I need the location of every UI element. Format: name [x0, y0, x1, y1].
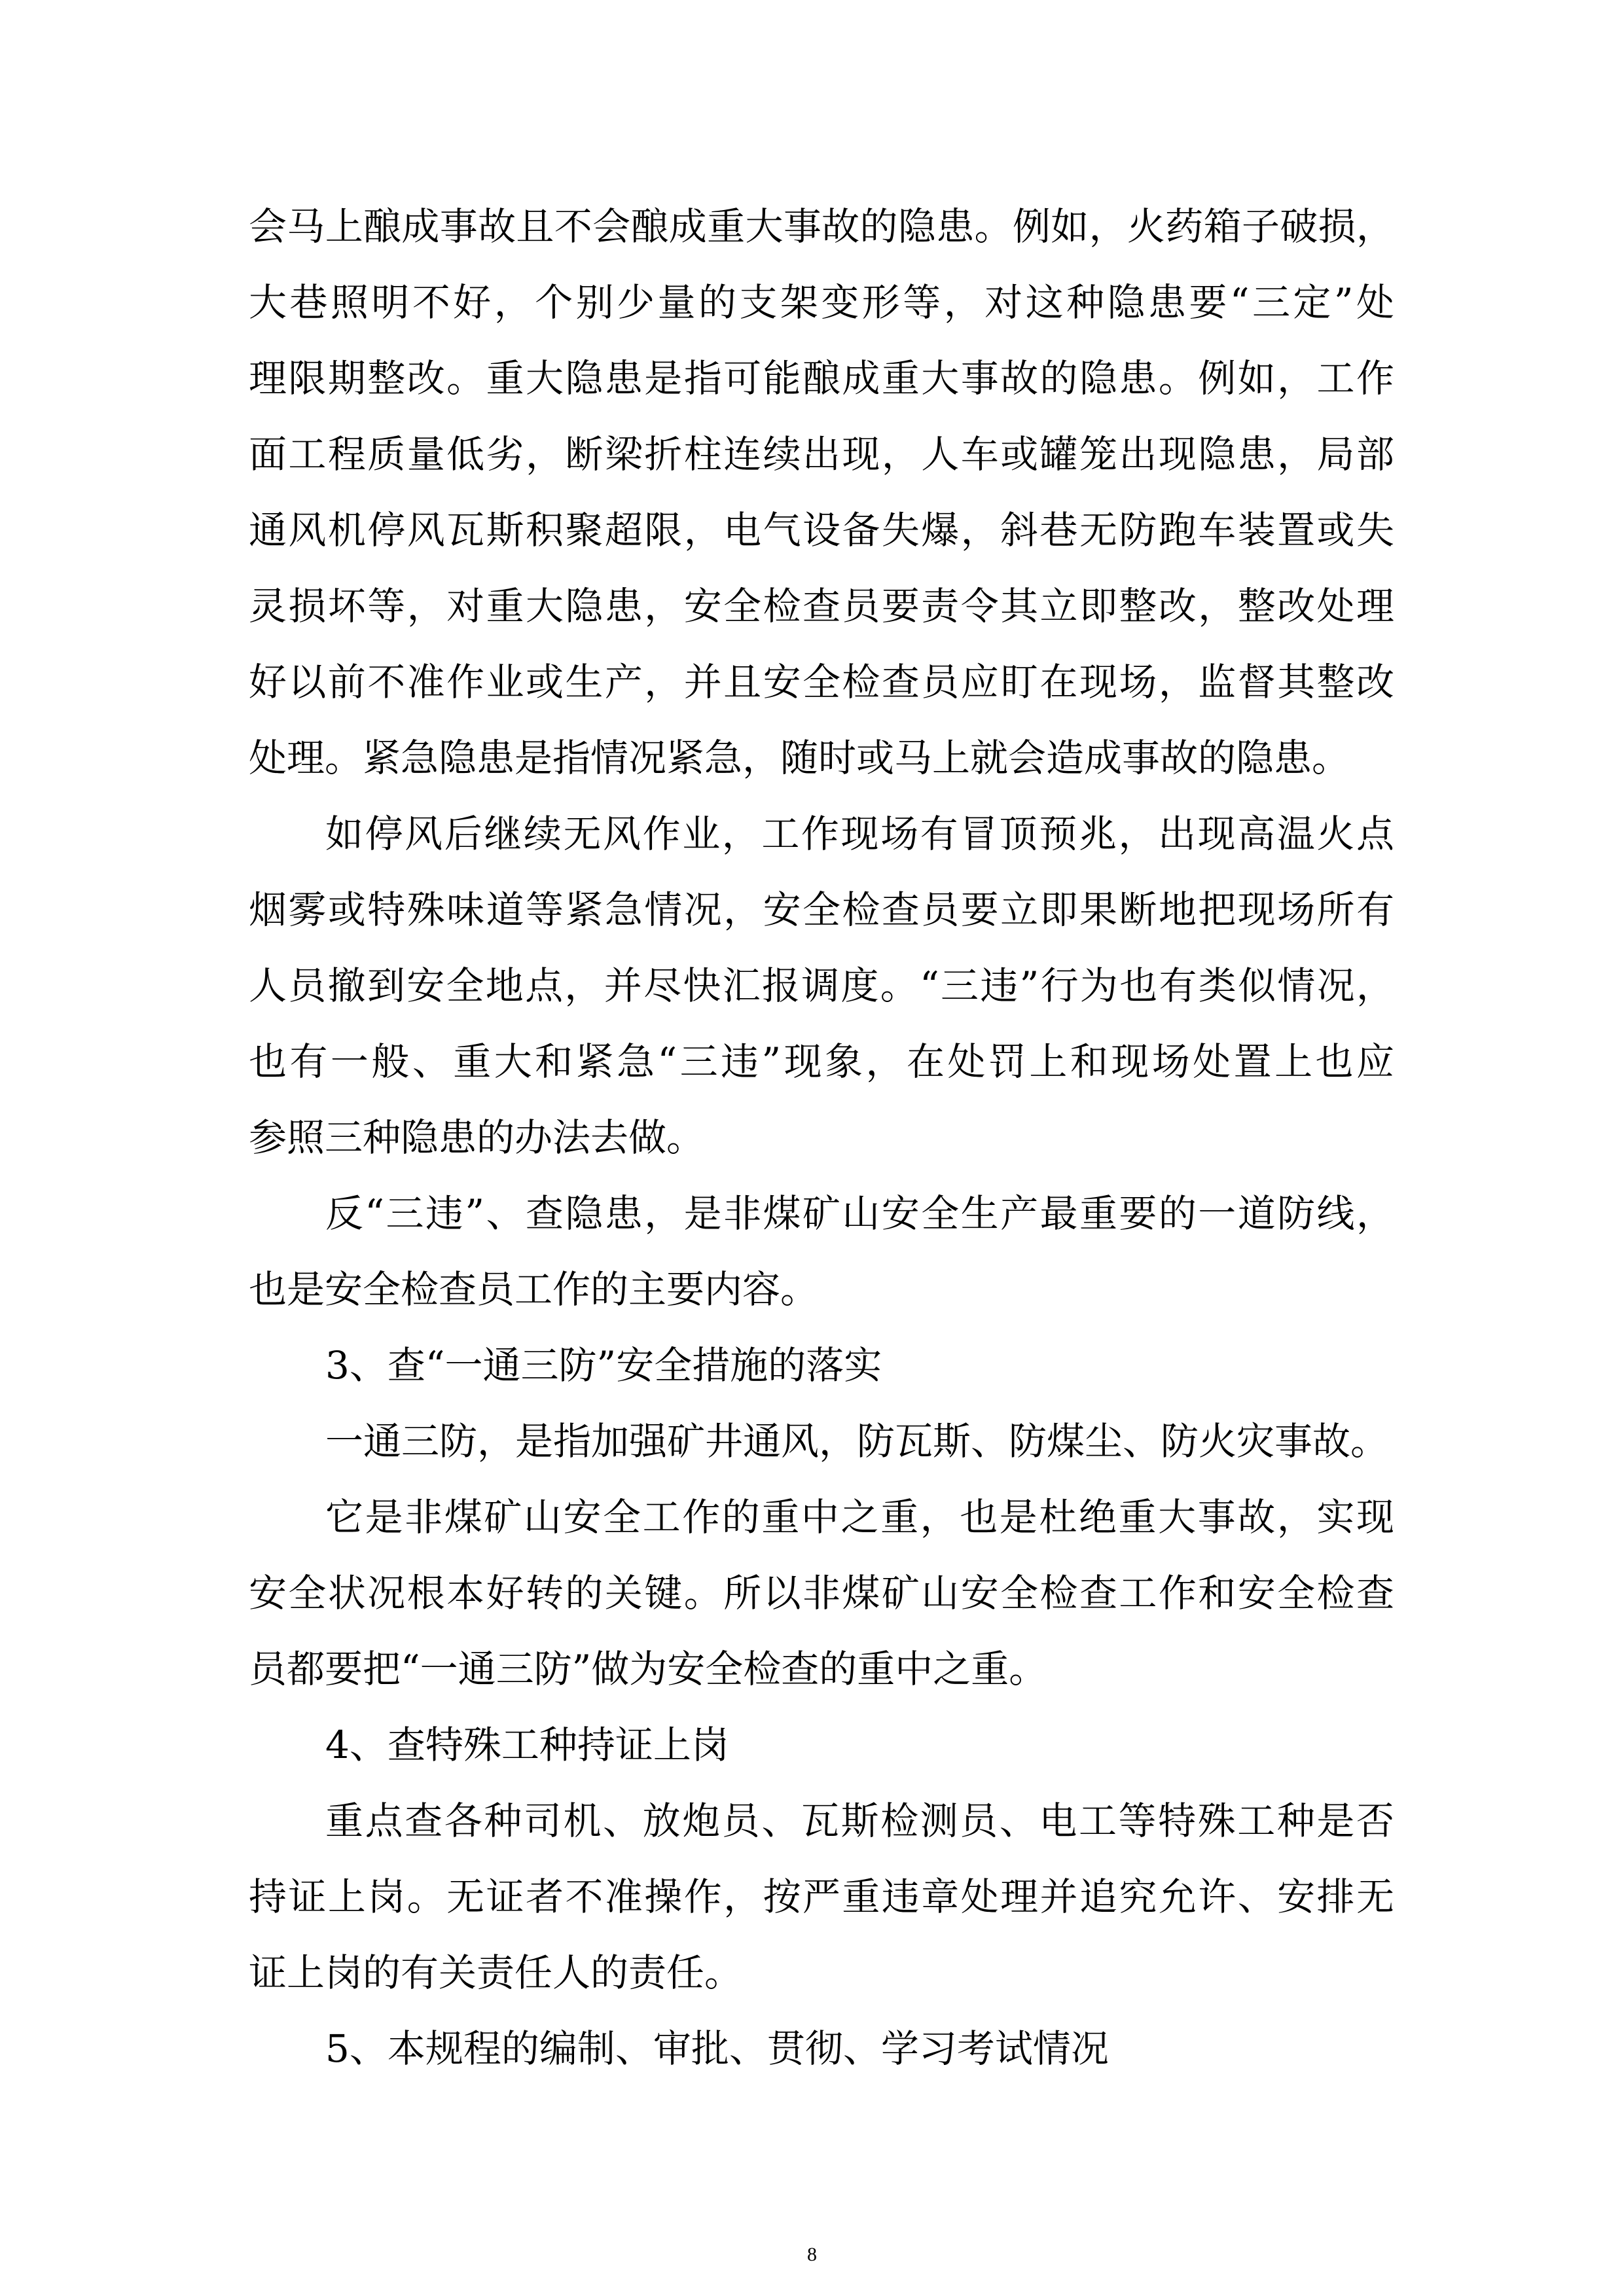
paragraph: [249, 1479, 1394, 1707]
paragraph: [249, 1327, 1394, 1403]
text-line: 员都要把“一通三防”做为安全检查的重中之重。: [249, 1647, 1047, 1691]
text-line: 处理。紧急隐患是指情况紧急，随时或马上就会造成事故的隐患。: [249, 736, 1350, 780]
text-line: 大巷照明不好，个别少量的支架变形等，对这种隐患要“三定”处: [249, 280, 1394, 325]
text-line: 一通三防，是指加强矿井通风，防瓦斯、防煤尘、防火灾事故。: [325, 1419, 1389, 1463]
paragraph: [249, 1783, 1394, 2011]
paragraph: [249, 1175, 1394, 1327]
text-line: 人员撤到安全地点，并尽快汇报调度。“三违”行为也有类似情况，: [249, 963, 1394, 1008]
text-line: 面工程质量低劣，断梁折柱连续出现，人车或罐笼出现隐患，局部: [249, 432, 1394, 476]
text-line: 5、本规程的编制、审批、贯彻、学习考试情况: [325, 2026, 1109, 2071]
body-text: [249, 188, 1394, 2087]
text-line: 4、查特殊工种持证上岗: [325, 1723, 729, 1767]
text-line: 也有一般、重大和紧急“三违”现象，在处罚上和现场处置上也应: [249, 1039, 1394, 1084]
text-line: 参照三种隐患的办法去做。: [249, 1115, 705, 1160]
text-line: 也是安全检查员工作的主要内容。: [249, 1267, 819, 1312]
text-line: 重点查各种司机、放炮员、瓦斯检测员、电工等特殊工种是否: [325, 1799, 1394, 1843]
page-number: 8: [807, 2244, 817, 2265]
text-line: 如停风后继续无风作业，工作现场有冒顶预兆，出现高温火点: [325, 812, 1394, 856]
paragraph: [249, 188, 1394, 796]
text-line: 理限期整改。重大隐患是指可能酿成重大事故的隐患。例如，工作: [249, 356, 1394, 401]
text-line: 它是非煤矿山安全工作的重中之重，也是杜绝重大事故，实现: [325, 1495, 1394, 1539]
paragraph: [249, 796, 1394, 1175]
paragraph: [249, 1403, 1394, 1479]
text-line: 反“三违”、查隐患，是非煤矿山安全生产最重要的一道防线，: [325, 1191, 1394, 1236]
paragraph: [249, 2011, 1394, 2087]
text-line: 持证上岗。无证者不准操作，按严重违章处理并追究允许、安排无: [249, 1874, 1394, 1919]
text-line: 安全状况根本好转的关键。所以非煤矿山安全检查工作和安全检查: [249, 1571, 1394, 1615]
text-line: 灵损坏等，对重大隐患，安全检查员要责令其立即整改，整改处理: [249, 584, 1394, 628]
text-line: 会马上酿成事故且不会酿成重大事故的隐患。例如，火药箱子破损，: [249, 204, 1394, 249]
text-line: 证上岗的有关责任人的责任。: [249, 1950, 743, 1995]
text-line: 通风机停风瓦斯积聚超限，电气设备失爆，斜巷无防跑车装置或失: [249, 508, 1394, 552]
text-line: 好以前不准作业或生产，并且安全检查员应盯在现场，监督其整改: [249, 660, 1394, 704]
text-line: 3、查“一通三防”安全措施的落实: [325, 1343, 882, 1388]
text-line: 烟雾或特殊味道等紧急情况，安全检查员要立即果断地把现场所有: [249, 888, 1394, 932]
paragraph: [249, 1707, 1394, 1783]
